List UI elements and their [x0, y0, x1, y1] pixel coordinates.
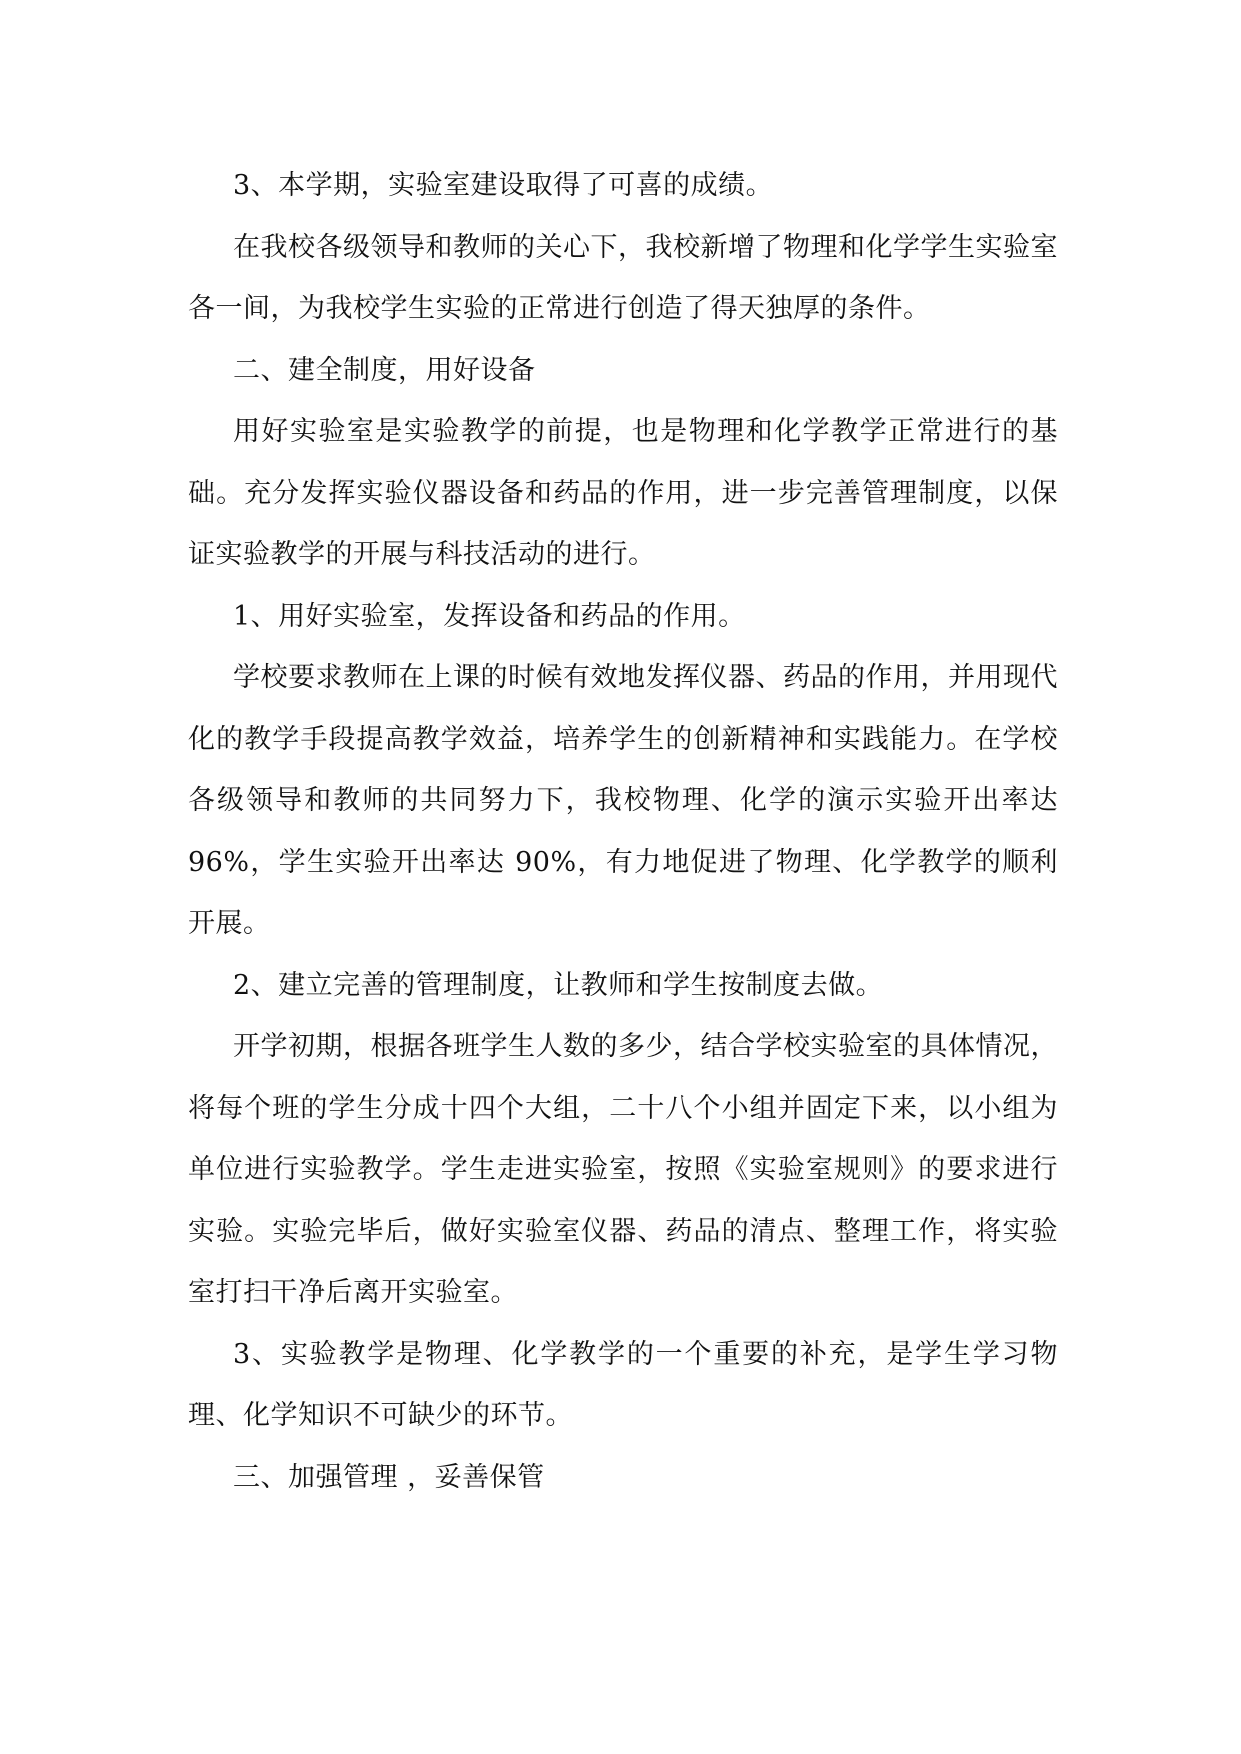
- paragraph-5: 1、用好实验室，发挥设备和药品的作用。: [233, 600, 746, 632]
- section-heading-2: 二、建全制度，用好设备: [233, 354, 536, 386]
- paragraph-9: 3、实验教学是物理、化学教学的一个重要的补充，是学生学习物理、化学知识不可缺少的环节。: [188, 1338, 1058, 1431]
- paragraph-1: 3、本学期，实验室建设取得了可喜的成绩。: [233, 170, 774, 201]
- document-body: [188, 155, 1058, 1508]
- paragraph-2: 在我校各级领导和教师的关心下，我校新增了物理和化学学生实验室各一间，为我校学生实验的正常进行创造了得天独厚的条件。: [188, 231, 1058, 324]
- paragraph-7: 2、建立完善的管理制度，让教师和学生按制度去做。: [233, 969, 884, 1001]
- paragraph-8: 开学初期，根据各班学生人数的多少，结合学校实验室的具体情况，将每个班的学生分成十四个大组，二十八个小组并固定下来，以小组为单位进行实验教学。学生走进实验室，按照《实验室规则》的要求进行实验。实验完毕后，做好实验室仪器、药品的清点、整理工作，将实验室打扫干净后离开实验室。: [188, 1031, 1058, 1308]
- section-heading-3: 三、加强管理 ，妥善保管: [233, 1461, 545, 1493]
- paragraph-6: 学校要求教师在上课的时候有效地发挥仪器、药品的作用，并用现代化的教学手段提高教学效益，培养学生的创新精神和实践能力。在学校各级领导和教师的共同努力下，我校物理、化学的演示实验开出率达 96%，学生实验开出率达 90%，有力地促进了物理、化学教学的顺利开展。: [188, 662, 1058, 939]
- paragraph-4: 用好实验室是实验教学的前提，也是物理和化学教学正常进行的基础。充分发挥实验仪器设备和药品的作用，进一步完善管理制度，以保证实验教学的开展与科技活动的进行。: [188, 416, 1058, 570]
